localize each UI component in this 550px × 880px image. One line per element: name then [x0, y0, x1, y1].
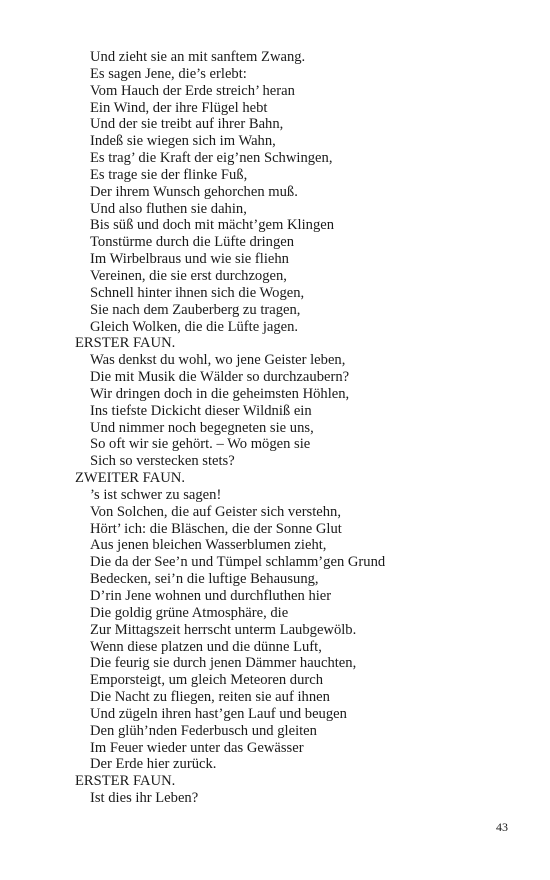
page-text	[75, 49, 515, 807]
verse-line: Schnell hinter ihnen sich die Wogen,	[90, 284, 305, 301]
verse-line: Wenn diese platzen und die dünne Luft,	[90, 638, 322, 655]
page-number: 43	[496, 820, 508, 834]
verse-line: Bis süß und doch mit mächt’gem Klingen	[90, 217, 335, 234]
verse-line: Die feurig sie durch jenen Dämmer hauchten,	[90, 655, 357, 672]
verse-line: Im Feuer wieder unter das Gewässer	[90, 739, 304, 756]
verse-line: Es trag’ die Kraft der eig’nen Schwingen,	[90, 150, 333, 167]
verse-line: Der ihrem Wunsch gehorchen muß.	[90, 183, 298, 200]
verse-line: Es trage sie der flinke Fuß,	[90, 166, 248, 183]
verse-line: Sie nach dem Zauberberg zu tragen,	[90, 301, 301, 318]
verse-line: Der Erde hier zurück.	[90, 756, 217, 773]
verse-line: So oft wir sie gehört. – Wo mögen sie	[90, 436, 311, 453]
verse-line: D’rin Jene wohnen und durchfluthen hier	[90, 588, 332, 604]
verse-line: Zur Mittagszeit herrscht unterm Laubgewölb.	[90, 621, 357, 638]
verse-line: Ist dies ihr Leben?	[90, 790, 199, 807]
verse-line: Ins tiefste Dickicht dieser Wildniß ein	[90, 402, 312, 419]
verse-line: Und zieht sie an mit sanftem Zwang.	[90, 49, 306, 65]
verse-line: Vereinen, die sie erst durchzogen,	[90, 267, 287, 284]
verse-line: Vom Hauch der Erde streich’ heran	[90, 82, 295, 99]
verse-line: Und nimmer noch begegneten sie uns,	[90, 419, 314, 436]
verse-line: Bedecken, sei’n die luftige Behausung,	[90, 571, 319, 588]
speaker-name: ZWEITER FAUN.	[75, 470, 185, 487]
verse-line: Wir dringen doch in die geheimsten Höhlen,	[90, 385, 350, 402]
verse-line: Den glüh’nden Federbusch und gleiten	[90, 722, 317, 739]
verse-line: Im Wirbelbraus und wie sie fliehn	[90, 251, 289, 268]
verse-line: Und also fluthen sie dahin,	[90, 200, 247, 217]
verse-line: Die mit Musik die Wälder so durchzaubern?	[90, 369, 350, 386]
speaker-name: ERSTER FAUN.	[75, 773, 176, 790]
verse-line: Sich so verstecken stets?	[90, 453, 235, 470]
verse-line: Tonstürme durch die Lüfte dringen	[90, 234, 295, 251]
verse-line: Es sagen Jene, die’s erlebt:	[90, 65, 247, 82]
verse-line: ’s ist schwer zu sagen!	[90, 486, 222, 503]
verse-line: Indeß sie wiegen sich im Wahn,	[90, 133, 276, 150]
verse-line: Die da der See’n und Tümpel schlamm’gen Grund	[90, 554, 386, 571]
verse-line: Ein Wind, der ihre Flügel hebt	[90, 99, 268, 116]
verse-line: Hört’ ich: die Bläschen, die der Sonne Glut	[90, 520, 342, 537]
verse-line: Aus jenen bleichen Wasserblumen zieht,	[90, 537, 327, 554]
verse-line: Von Solchen, die auf Geister sich verstehn,	[90, 503, 342, 520]
verse-line: Und der sie treibt auf ihrer Bahn,	[90, 116, 284, 133]
verse-line: Und zügeln ihren hast’gen Lauf und beugen	[90, 705, 347, 722]
verse-line: Gleich Wolken, die die Lüfte jagen.	[90, 318, 299, 335]
verse-line: Was denkst du wohl, wo jene Geister leben,	[90, 352, 346, 369]
verse-line: Emporsteigt, um gleich Meteoren durch	[90, 672, 324, 689]
verse-line: Die Nacht zu fliegen, reiten sie auf ihnen	[90, 689, 330, 706]
verse-line: Die goldig grüne Atmosphäre, die	[90, 604, 289, 621]
speaker-name: ERSTER FAUN.	[75, 335, 176, 352]
